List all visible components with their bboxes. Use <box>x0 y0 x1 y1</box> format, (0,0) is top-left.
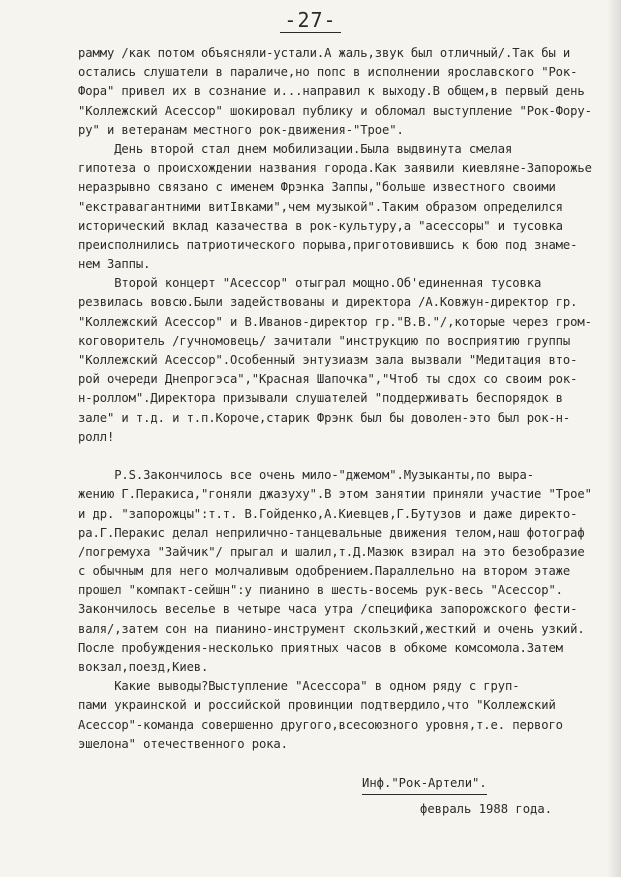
text-line: жению Г.Перакиса,"гоняли джазуху".В этом занятии приняли участие "Трое" <box>78 487 592 502</box>
text-line: коговоритель /гучномовець/ зачитали "инструкцию по восприятию группы <box>78 333 571 348</box>
text-line: После пробуждения-несколько приятных часов в обкоме комсомола.Затем <box>78 640 563 655</box>
page-number-text: -27- <box>280 8 340 33</box>
text-line: зале" и т.д. и т.п.Короче,старик Фрэнк был бы доволен-это был рок-н- <box>78 410 571 425</box>
text-line: ра.Г.Перакис делал неприлично-танцевальные движения телом,наш фотограф <box>78 525 585 540</box>
text-line: Какие выводы?Выступление "Асессора" в одном ряду с груп- <box>78 679 520 694</box>
signature-date: февраль 1988 года. <box>420 802 553 816</box>
text-line: Р.S.Закончилось все очень мило-"джемом".Музыканты,по выра- <box>78 468 534 483</box>
page-number <box>0 8 621 32</box>
text-line: резвилась вовсю.Были задействованы и директора /А.Ковжун-директор гр. <box>78 295 578 310</box>
page-edge-shadow <box>607 0 621 877</box>
text-line: вокзал,поезд,Киев. <box>78 660 209 674</box>
text-line: "екстравагантними витIвками",чем музыкой".Таким образом определился <box>78 199 563 214</box>
text-line: Фора" привел их в сознание и...направил к выходу.В общем,в первый день <box>78 84 585 99</box>
text-line: гипотеза о происхождении названия города.Как заявили киевляне-Запорожье <box>78 161 592 176</box>
text-line: н-роллом".Директора призывали слушателей "поддерживать беспорядок в <box>78 391 563 406</box>
text-line: остались слушатели в параличе,но попс в исполнении ярославского "Рок- <box>78 65 578 80</box>
text-line: "Коллежский Асессор".Особенный энтузиазм зала вызвали "Медитация вто- <box>78 353 578 367</box>
text-line: пами украинской и российской провинции подтвердило,что "Коллежский <box>78 698 556 713</box>
text-line: ру" и ветеранам местного рок-движения-"Трое". <box>78 122 404 137</box>
text-line: нем Заппы. <box>78 257 151 272</box>
paragraph-gap <box>78 447 608 466</box>
text-line: "Коллежский Асессор" и В.Иванов-директор гр."В.В."/,которые через гром- <box>78 314 592 329</box>
text-line: "Коллежский Асессор" шокировал публику и обломал выступление "Рок-Фору- <box>78 103 592 118</box>
text-line: и др. "запорожцы":т.т. В.Гойденко,А.Киевцев,Г.Бутузов и даже директо- <box>78 506 578 521</box>
text-line: эшелона" отечественного рока. <box>78 736 288 751</box>
text-line: Второй концерт "Асессор" отыграл мощно.Об'единенная тусовка <box>78 276 542 291</box>
text-line: прошел "компакт-сейшн":у пианино в шесть-восемь рук-весь "Асессор". <box>78 583 563 598</box>
text-line: ролл! <box>78 429 115 444</box>
text-line: Асессор"-команда совершенно другого,всесоюзного уровня,т.е. первого <box>78 717 563 732</box>
text-line: рамму /как потом объясняли-устали.А жаль,звук был отличный/.Так бы и <box>78 46 571 60</box>
text-line: /погремуха "Зайчик"/ прыгал и шалил,т.Д.Мазюк взирал на это безобразие <box>78 544 585 559</box>
signature-organization: Инф."Рок-Артели". <box>362 774 487 795</box>
document-body <box>78 44 608 754</box>
text-line: неразрывно связано с именем Фрэнка Заппы,"больше известного своими <box>78 180 556 195</box>
text-line: рой очереди Днепрогэса","Красная Шапочка","Чтоб ты сдох со своим рок- <box>78 372 578 387</box>
text-line: преисполнились патриотического порыва,приготовившись к бою под знаме- <box>78 237 578 252</box>
text-line: День второй стал днем мобилизации.Была выдвинута смелая <box>78 141 513 156</box>
text-line: валя/,затем сон на пианино-инструмент скользкий,жесткий и очень узкий. <box>78 621 585 636</box>
text-line: Закончилось веселье в четыре часа утра /специфика запорожского фести- <box>78 602 578 617</box>
text-line: исторический вклад казачества в рок-культуру,а "асессоры" и тусовка <box>78 218 563 233</box>
text-line: с обычным для него молчаливым одобрением.Параллельно на втором этаже <box>78 564 571 579</box>
